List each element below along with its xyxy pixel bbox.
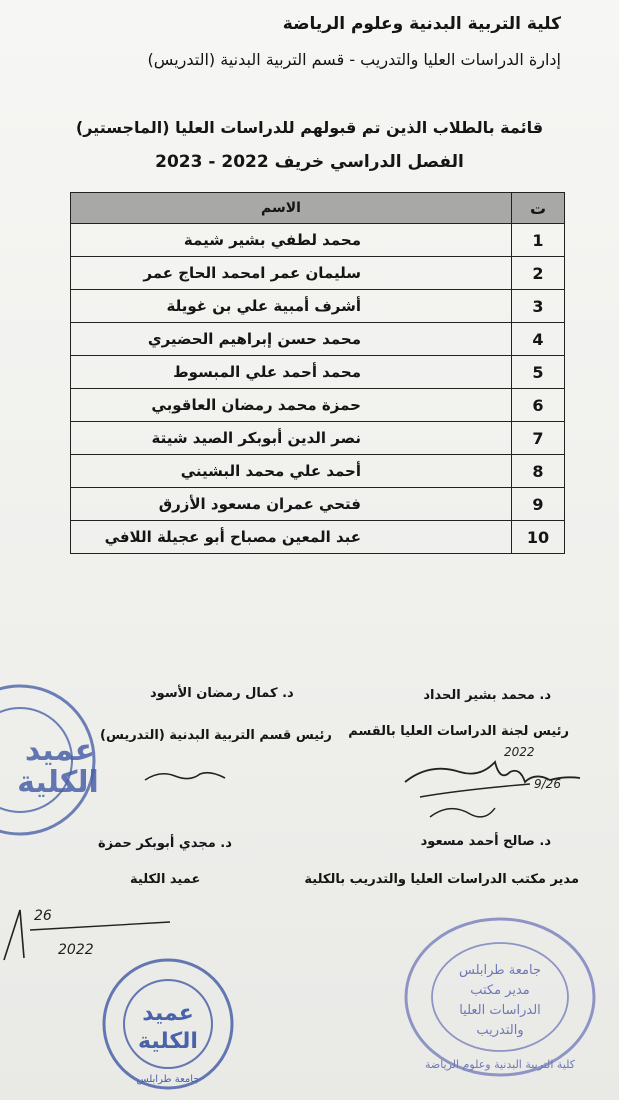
- signatory-role-department-head: رئيس قسم التربية البدنية (التدريس): [100, 728, 332, 743]
- signatory-role-graduate-committee: رئيس لجنة الدراسات العليا بالقسم: [348, 724, 569, 739]
- row-number: 6: [512, 389, 565, 422]
- row-number: 4: [512, 323, 565, 356]
- student-name: نصر الدين أبوبكر الصيد شيتة: [71, 422, 512, 455]
- column-header-name: الاسم: [71, 193, 512, 224]
- handwritten-date: 9/26: [534, 777, 561, 791]
- table-row: [71, 521, 565, 554]
- signatory-name-dean: د. مجدي أبوبكر حمزة: [98, 836, 232, 851]
- row-number: 8: [512, 455, 565, 488]
- students-table: [70, 192, 565, 554]
- svg-text:مدير مكتب: مدير مكتب: [470, 983, 530, 998]
- handwritten-year-dean: 2022: [58, 942, 94, 958]
- table-row: [71, 257, 565, 290]
- handwritten-day: 26: [34, 908, 52, 924]
- student-name: حمزة محمد رمضان العاقوبي: [71, 389, 512, 422]
- signatory-name-office-director: د. صالح أحمد مسعود: [420, 834, 551, 849]
- student-name: أحمد علي محمد البشيني: [71, 455, 512, 488]
- svg-text:كلية التربية البدنية وعلوم الر: كلية التربية البدنية وعلوم الرياضة: [424, 1058, 576, 1071]
- signatory-name-graduate-committee: د. محمد بشير الحداد: [423, 688, 551, 703]
- committee-head-signature: [400, 742, 590, 832]
- student-name: أشرف أمبية علي بن غويلة: [71, 290, 512, 323]
- svg-text:والتدريب: والتدريب: [476, 1023, 524, 1038]
- table-row: [71, 389, 565, 422]
- semester-title: الفصل الدراسي خريف 2022 - 2023: [155, 152, 464, 172]
- document-title: قائمة بالطلاب الذين تم قبولهم للدراسات العليا (الماجستير): [75, 118, 544, 137]
- table-row: [71, 422, 565, 455]
- row-number: 7: [512, 422, 565, 455]
- handwritten-year: 2022: [504, 745, 535, 759]
- signatory-name-department-head: د. كمال رمضان الأسود: [150, 686, 294, 701]
- row-number: 3: [512, 290, 565, 323]
- faculty-name: كلية التربية البدنية وعلوم الرياضة: [282, 14, 561, 34]
- svg-text:الكلية: الكلية: [17, 765, 99, 800]
- svg-text:الدراسات العليا: الدراسات العليا: [459, 1003, 541, 1018]
- student-name: محمد لطفي بشير شيمة: [71, 224, 512, 257]
- table-row: [71, 290, 565, 323]
- graduate-office-stamp: [400, 912, 600, 1082]
- department-name: إدارة الدراسات العليا والتدريب - قسم التربية البدنية (التدريس): [147, 50, 561, 69]
- table-row: [71, 488, 565, 521]
- signatory-role-office-director: مدير مكتب الدراسات العليا والتدريب بالكلية: [304, 872, 579, 887]
- column-header-number: ت: [512, 193, 565, 224]
- svg-text:عميد: عميد: [24, 733, 96, 768]
- row-number: 5: [512, 356, 565, 389]
- student-name: محمد حسن إبراهيم الحضيري: [71, 323, 512, 356]
- row-number: 10: [512, 521, 565, 554]
- table-row: [71, 323, 565, 356]
- department-head-signature: [140, 760, 230, 790]
- dean-stamp-top: [0, 680, 100, 840]
- row-number: 1: [512, 224, 565, 257]
- svg-text:جامعة طرابلس: جامعة طرابلس: [136, 1074, 200, 1085]
- student-name: فتحي عمران مسعود الأزرق: [71, 488, 512, 521]
- svg-text:جامعة طرابلس: جامعة طرابلس: [459, 963, 541, 978]
- table-header-row: [71, 193, 565, 224]
- student-name: سليمان عمر امحمد الحاج عمر: [71, 257, 512, 290]
- table-row: [71, 356, 565, 389]
- table-row: [71, 224, 565, 257]
- student-name: عبد المعين مصباح أبو عجيلة اللافي: [71, 521, 512, 554]
- svg-text:الكلية: الكلية: [138, 1029, 198, 1054]
- signatory-role-dean: عميد الكلية: [130, 872, 201, 887]
- dean-stamp-bottom: [98, 954, 238, 1094]
- row-number: 9: [512, 488, 565, 521]
- svg-text:عميد: عميد: [142, 1001, 194, 1026]
- table-row: [71, 455, 565, 488]
- row-number: 2: [512, 257, 565, 290]
- student-name: محمد أحمد علي المبسوط: [71, 356, 512, 389]
